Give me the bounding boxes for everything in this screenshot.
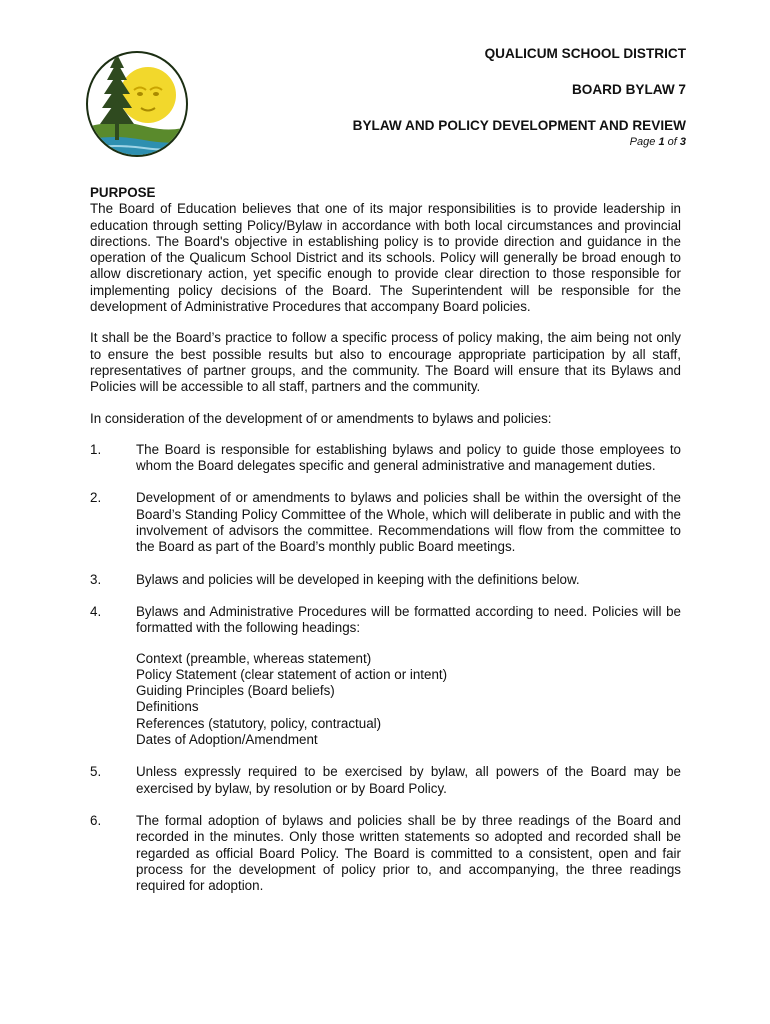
item-number: 1. [90, 441, 102, 457]
item-text: The formal adoption of bylaws and policies shall be by three readings of the Board and recorded in the minutes. Only those written statements so adopted and recorded shall be regarded as official Board Policy. The Board is committed to a consistent, open and fair process for the development of policy prior to, and accompanying, the three readings required for adoption. [136, 812, 681, 894]
page-indicator [630, 136, 686, 148]
item-text: Bylaws and policies will be developed in keeping with the definitions below. [136, 571, 580, 587]
page-of: of [667, 136, 677, 148]
purpose-heading: PURPOSE [90, 185, 156, 200]
policy-heading-item: Dates of Adoption/Amendment [136, 732, 318, 748]
item-text: Development of or amendments to bylaws and policies shall be within the oversight of the Board’s Standing Policy Committee of the Whole, which will deliberate in public and with the involvement of advisors the committee. Recommendations will flow from the committee to the Board as part of the Board’s monthly public Board meetings. [136, 490, 681, 555]
purpose-paragraph-3: In consideration of the development of or amendments to bylaws and policies: [90, 410, 552, 426]
item-number: 5. [90, 764, 102, 780]
page-total: 3 [679, 136, 686, 148]
district-logo [84, 50, 190, 158]
policy-heading-item: Definitions [136, 699, 199, 715]
page-prefix: Page [629, 136, 656, 148]
item-number: 4. [90, 603, 102, 619]
item-number: 2. [90, 490, 102, 506]
item-text: Unless expressly required to be exercised by bylaw, all powers of the Board may be exercised by bylaw, by resolution or by Board Policy. [136, 764, 681, 796]
item-number: 6. [90, 812, 102, 828]
bylaw-number: BOARD BYLAW 7 [571, 82, 686, 97]
item-text: The Board is responsible for establishing bylaws and policy to guide those employees to whom the Board delegates specific and general administrative and management duties. [136, 441, 681, 474]
district-name: QUALICUM SCHOOL DISTRICT [484, 46, 686, 61]
list-item-4 [90, 604, 681, 637]
list-item-2 [90, 490, 681, 555]
list-item-6 [90, 813, 681, 894]
purpose-paragraph-2: It shall be the Board’s practice to follow a specific process of policy making, the aim being not only to ensure the best possible results but also to encourage appropriate participation by all staff, representatives of partner groups, and the community. The Board will ensure that its Bylaws and Policies will be accessible to all staff, partners and the community. [90, 330, 681, 395]
document-title: BYLAW AND POLICY DEVELOPMENT AND REVIEW [352, 118, 686, 133]
list-item-3 [90, 572, 681, 588]
document-body [90, 185, 681, 910]
item-number: 3. [90, 571, 102, 587]
policy-heading-item: Context (preamble, whereas statement) [136, 650, 372, 666]
list-item-5 [90, 764, 681, 797]
sun-face [120, 67, 176, 123]
item-text: Bylaws and Administrative Procedures will be formatted according to need. Policies will be formatted with the following headings: [136, 603, 681, 636]
page-current: 1 [658, 136, 665, 148]
purpose-paragraph-1: The Board of Education believes that one of its major responsibilities is to provide leadership in education through setting Policy/Bylaw in accordance with both local circumstances and provincial directions. The Board's objective in establishing policy is to provide direction and guidance in the operation of the Qualicum School District and its schools. Policy will generally be broad enough to allow discretionary action, yet specific enough to provide clear direction to those responsible for implementing policy decisions of the Board. The Superintendent will be responsible for the development of Administrative Procedures that accompany Board policies. [90, 201, 681, 315]
policy-headings-list [136, 651, 681, 749]
list-item-1 [90, 442, 681, 475]
policy-heading-item: Policy Statement (clear statement of action or intent) [136, 666, 448, 682]
policy-heading-item: Guiding Principles (Board beliefs) [136, 683, 335, 699]
policy-heading-item: References (statutory, policy, contractual) [136, 715, 382, 731]
